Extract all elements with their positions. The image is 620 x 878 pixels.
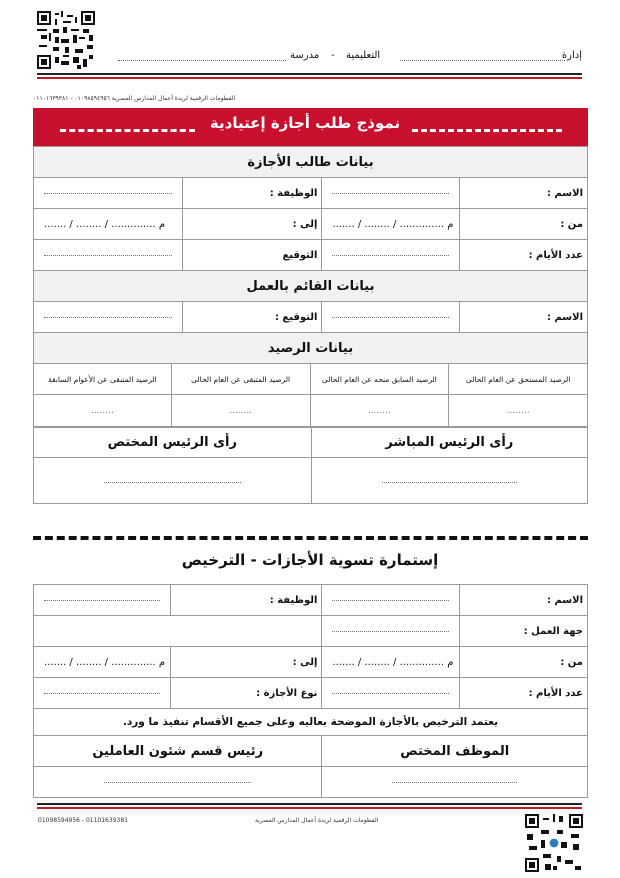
settlement-from-label: من :	[460, 647, 588, 678]
applicant-name-field[interactable]	[322, 178, 460, 209]
settlement-name-field[interactable]	[322, 585, 460, 616]
header-small-note: الفطومات الرقمية لريدة أعمال المدارس المصرية ٠١٠٩٨٥٩٤٩٥٦ - ٠١١٠١٦٣٩٣٨١	[33, 95, 236, 102]
applicant-job-field[interactable]	[34, 178, 183, 209]
substitute-signature-field[interactable]	[34, 302, 183, 333]
leave-request-table	[33, 146, 588, 364]
header-school-label: مدرسة	[290, 50, 320, 61]
hr-head-field[interactable]	[34, 767, 322, 798]
employee-label: الموظف المختص	[322, 736, 588, 767]
settlement-from-date[interactable]: ....... / ........ / .............. م	[322, 647, 460, 678]
footer-rule-red	[37, 807, 582, 809]
settlement-to-date[interactable]: ....... / ........ / .............. م	[34, 647, 171, 678]
balance-col-granted: الرصيد السابق منحه عن العام الحالى	[310, 364, 449, 395]
settlement-title: إستمارة تسوية الأجازات - الترخيص	[181, 551, 439, 569]
banner-dash-left	[60, 129, 195, 132]
settlement-job-field[interactable]	[34, 585, 171, 616]
balance-col-previous: الرصيد المتبقى عن الأعوام السابقة	[34, 364, 172, 395]
settlement-days-label: عدد الأيام :	[460, 678, 588, 709]
applicant-signature-label: التوقيع	[182, 240, 322, 271]
settlement-days-field[interactable]	[322, 678, 460, 709]
qr-code-bottom	[525, 814, 583, 872]
applicant-days-field[interactable]	[322, 240, 460, 271]
applicant-section-title: بيانات طالب الأجازة	[34, 147, 588, 178]
balance-previous-value[interactable]: ........	[34, 395, 172, 428]
settlement-workplace-field[interactable]	[322, 616, 460, 647]
balance-table	[33, 363, 588, 428]
balance-col-due: الرصيد المستحق عن العام الحالى	[449, 364, 588, 395]
settlement-leave-type-label: نوع الأجازة :	[171, 678, 322, 709]
banner-dash-right	[412, 129, 562, 132]
opinions-table	[33, 426, 588, 504]
header-rule-dark	[37, 73, 582, 75]
substitute-signature-label: التوقيع :	[182, 302, 322, 333]
applicant-name-label: الاسم :	[460, 178, 588, 209]
competent-head-field[interactable]	[34, 458, 312, 504]
applicant-days-label: عدد الأيام :	[460, 240, 588, 271]
applicant-signature-field[interactable]	[34, 240, 183, 271]
applicant-to-date[interactable]: ....... / ........ / .............. م	[34, 209, 183, 240]
settlement-workplace-label: جهة العمل :	[460, 616, 588, 647]
direct-head-field[interactable]	[311, 458, 587, 504]
applicant-to-label: إلى :	[182, 209, 322, 240]
balance-due-value[interactable]: ........	[449, 395, 588, 428]
applicant-from-date[interactable]: ....... / ........ / .............. م	[322, 209, 460, 240]
balance-remaining-value[interactable]: ........	[171, 395, 310, 428]
balance-col-remaining: الرصيد المتبقى عن العام الحالى	[171, 364, 310, 395]
header-admin-label: إدارة	[561, 50, 582, 61]
settlement-table	[33, 584, 588, 798]
substitute-section-title: بيانات القائم بالعمل	[34, 271, 588, 302]
competent-head-label: رأى الرئيس المختص	[34, 427, 312, 458]
applicant-job-label: الوظيفة :	[182, 178, 322, 209]
settlement-leave-type-field[interactable]	[34, 678, 171, 709]
balance-granted-value[interactable]: ........	[310, 395, 449, 428]
substitute-name-field[interactable]	[322, 302, 460, 333]
substitute-name-label: الاسم :	[460, 302, 588, 333]
settlement-name-label: الاسم :	[460, 585, 588, 616]
employee-field[interactable]	[322, 767, 588, 798]
footer-rule-dark	[37, 803, 582, 805]
header-dash: -	[331, 50, 335, 61]
direct-head-label: رأى الرئيس المباشر	[311, 427, 587, 458]
section-separator	[33, 536, 588, 540]
approval-text: يعتمد الترخيص بالأجازة الموضحة بعاليه وعلى جميع الأقسام تنفيذ ما ورد.	[34, 709, 588, 736]
settlement-workplace-blank	[34, 616, 322, 647]
balance-section-title: بيانات الرصيد	[34, 333, 588, 364]
header-school-dots	[118, 60, 286, 61]
header-rule-red	[37, 77, 582, 79]
settlement-job-label: الوظيفة :	[171, 585, 322, 616]
hr-head-label: رئيس قسم شئون العاملين	[34, 736, 322, 767]
settlement-to-label: إلى :	[171, 647, 322, 678]
header-educational-label: التعليمية	[346, 50, 381, 61]
footer-note: الفطومات الرقمية لريدة أعمال المدارس المصرية	[255, 817, 379, 824]
footer-phones: 01098594956 - 01101639381	[38, 817, 128, 824]
qr-code-top	[37, 11, 95, 69]
header-admin-dots	[400, 60, 565, 61]
applicant-from-label: من :	[460, 209, 588, 240]
banner-title: نموذج طلب أجازة إعتيادية	[209, 114, 401, 132]
